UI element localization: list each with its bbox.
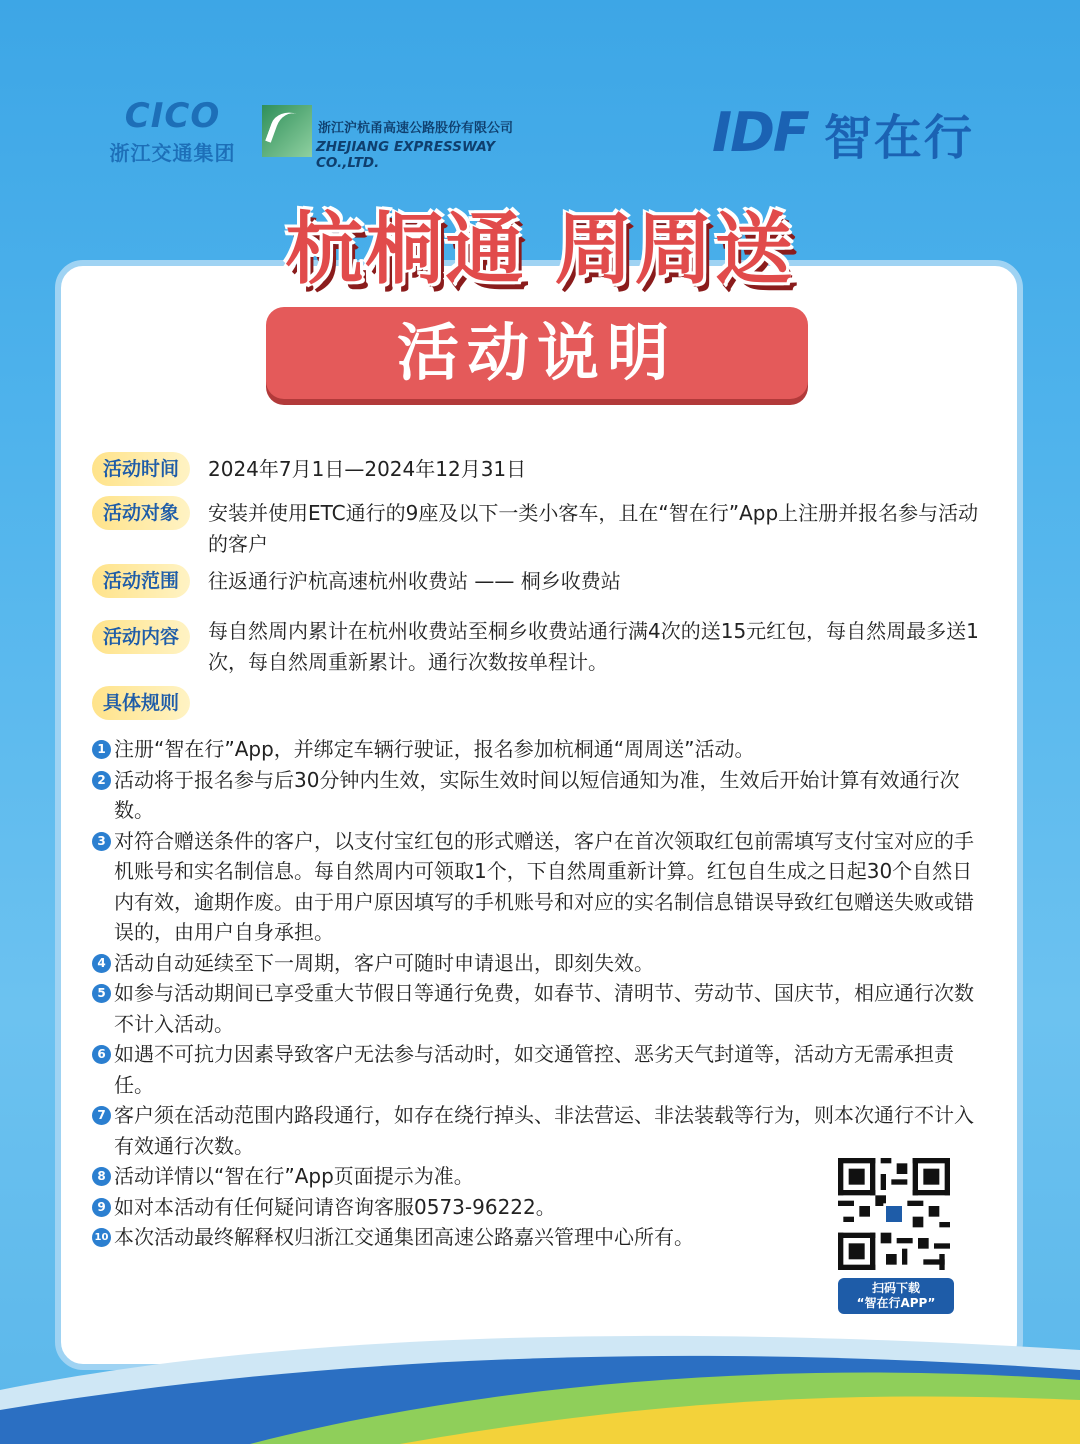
rule-number-badge: 9 <box>92 1198 111 1217</box>
idf-logo <box>712 101 974 166</box>
info-text: 每自然周内累计在杭州收费站至桐乡收费站通行满4次的送15元红包，每自然周最多送1次，每自然周重新累计。通行次数按单程计。 <box>208 619 979 674</box>
rule-number-badge: 10 <box>92 1228 111 1247</box>
bottom-wave-decoration <box>0 1320 1080 1444</box>
cico-logo-cn: 浙江交通集团 <box>109 141 236 165</box>
rule-number-badge: 5 <box>92 984 111 1003</box>
rule-item <box>92 734 992 765</box>
zhejiang-expressway-cn: 浙江沪杭甬高速公路股份有限公司 <box>318 121 514 136</box>
rule-number-badge: 8 <box>92 1167 111 1186</box>
info-label: 活动范围 <box>92 564 190 598</box>
page-subtitle: 活动说明 <box>396 316 677 389</box>
rule-text: 如遇不可抗力因素导致客户无法参与活动时，如交通管控、恶劣天气封道等，活动方无需承担责任。 <box>114 1042 954 1097</box>
rule-number-badge: 4 <box>92 954 111 973</box>
rule-text: 本次活动最终解释权归浙江交通集团高速公路嘉兴管理中心所有。 <box>114 1225 694 1249</box>
qr-code[interactable] <box>838 1158 950 1270</box>
cico-logo-en: CICO <box>124 96 221 136</box>
rule-text: 对符合赠送条件的客户，以支付宝红包的形式赠送，客户在首次领取红包前需填写支付宝对应的手机账号和实名制信息。每自然周内可领取1个，下自然周重新计算。红包自生成之日起30个自然日内有效，逾期作废。由于用户原因填写的手机账号和对应的实名制信息错误导致红包赠送失败或错误的，由用户自身承担。 <box>114 828 974 944</box>
rule-number-badge: 3 <box>92 832 111 851</box>
idf-logo-en: IDF <box>712 101 808 164</box>
rule-number-badge: 1 <box>92 740 111 759</box>
rule-number-badge: 2 <box>92 771 111 790</box>
rule-text: 如参与活动期间已享受重大节假日等通行免费，如春节、清明节、劳动节、国庆节，相应通行次数不计入活动。 <box>114 981 974 1036</box>
qr-caption-line-1: 扫码下载 <box>871 1281 920 1295</box>
qr-caption-line-2: “智在行APP” <box>856 1296 936 1310</box>
zhejiang-expressway-logo <box>262 105 532 171</box>
rule-item <box>92 978 992 1039</box>
rule-text: 客户须在活动范围内路段通行，如存在绕行掉头、非法营运、非法装载等行为，则本次通行不计入有效通行次数。 <box>114 1103 974 1158</box>
rule-text: 注册“智在行”App，并绑定车辆行驶证，报名参加杭桐通“周周送”活动。 <box>114 737 755 761</box>
rule-text: 活动将于报名参与后30分钟内生效，实际生效时间以短信通知为准，生效后开始计算有效通行次数。 <box>114 767 960 822</box>
info-label: 活动内容 <box>92 620 190 654</box>
rule-item <box>92 948 992 979</box>
expressway-mark-icon <box>262 105 312 157</box>
idf-logo-cn: 智在行 <box>823 109 974 166</box>
info-label: 活动对象 <box>92 496 190 530</box>
cico-logo <box>100 96 245 166</box>
logo-bar <box>0 95 1080 175</box>
info-text: 安装并使用ETC通行的9座及以下一类小客车，且在“智在行”App上注册并报名参与活动的客户 <box>208 501 979 556</box>
rule-text: 活动详情以“智在行”App页面提示为准。 <box>114 1164 474 1188</box>
rule-number-badge: 6 <box>92 1045 111 1064</box>
info-text: 2024年7月1日—2024年12月31日 <box>208 457 527 481</box>
rule-number-badge: 7 <box>92 1106 111 1125</box>
rule-item <box>92 1100 992 1161</box>
rule-item <box>92 826 992 948</box>
info-text: 往返通行沪杭高速杭州收费站 —— 桐乡收费站 <box>208 569 621 593</box>
rules-label: 具体规则 <box>92 686 190 720</box>
rule-text: 活动自动延续至下一周期，客户可随时申请退出，即刻失效。 <box>114 950 654 975</box>
rule-item <box>92 1039 992 1100</box>
zhejiang-expressway-en: ZHEJIANG EXPRESSWAY CO.,LTD. <box>316 139 496 171</box>
rule-item <box>92 765 992 826</box>
qr-caption <box>838 1278 954 1314</box>
qr-code-icon <box>838 1158 950 1270</box>
subtitle-banner <box>266 307 808 399</box>
info-label: 活动时间 <box>92 452 190 486</box>
rule-text: 如对本活动有任何疑问请咨询客服0573-96222。 <box>114 1194 556 1219</box>
page-title: 杭桐通 周周送 <box>285 205 795 295</box>
